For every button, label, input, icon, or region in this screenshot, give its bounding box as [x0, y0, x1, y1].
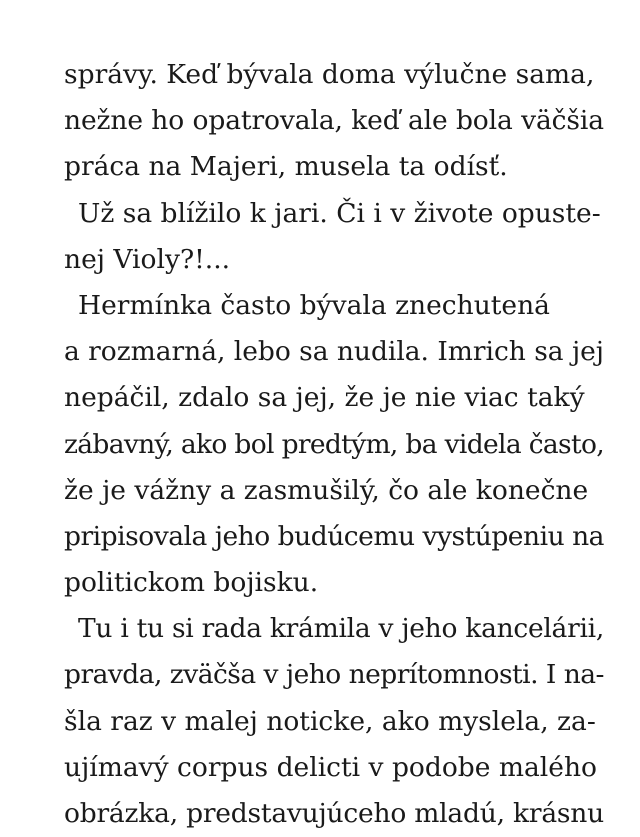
- body-text: [64, 52, 604, 837]
- text-line: pravda, zväčša v jeho neprítomnosti. I na-: [64, 659, 604, 691]
- text-line: politickom bojisku.: [64, 567, 319, 599]
- paragraph-start-line: Už sa blížilo k jari. Či i v živote opuste-: [78, 197, 601, 229]
- text-line: nepáčil, zdalo sa jej, že je nie viac taký: [64, 382, 585, 414]
- text-line: práca na Majeri, musela ta odísť.: [64, 151, 508, 183]
- text-line: že je vážny a zasmušilý, čo ale konečne: [64, 474, 589, 506]
- text-line: pripisovala jeho budúcemu vystúpeniu na: [64, 520, 604, 552]
- text-line: správy. Keď bývala doma výlučne sama,: [64, 59, 595, 90]
- text-line: a rozmarná, lebo sa nudila. Imrich sa jej: [64, 336, 604, 368]
- paragraph-start-line: Hermínka často bývala znechutená: [78, 289, 550, 321]
- text-line: obrázka, predstavujúceho mladú, krásnu: [64, 798, 604, 829]
- text-line: nej Violy?!...: [64, 243, 231, 275]
- text-line: nežne ho opatrovala, keď ale bola väčšia: [64, 105, 604, 137]
- text-line: ujímavý corpus delicti v podobe malého: [64, 751, 597, 783]
- text-line: zábavný, ako bol predtým, ba videla často,: [64, 428, 604, 460]
- text-line: šla raz v malej noticke, ako myslela, za-: [64, 705, 596, 737]
- paragraph-start-line: Tu i tu si rada krámila v jeho kancelárii,: [78, 613, 604, 645]
